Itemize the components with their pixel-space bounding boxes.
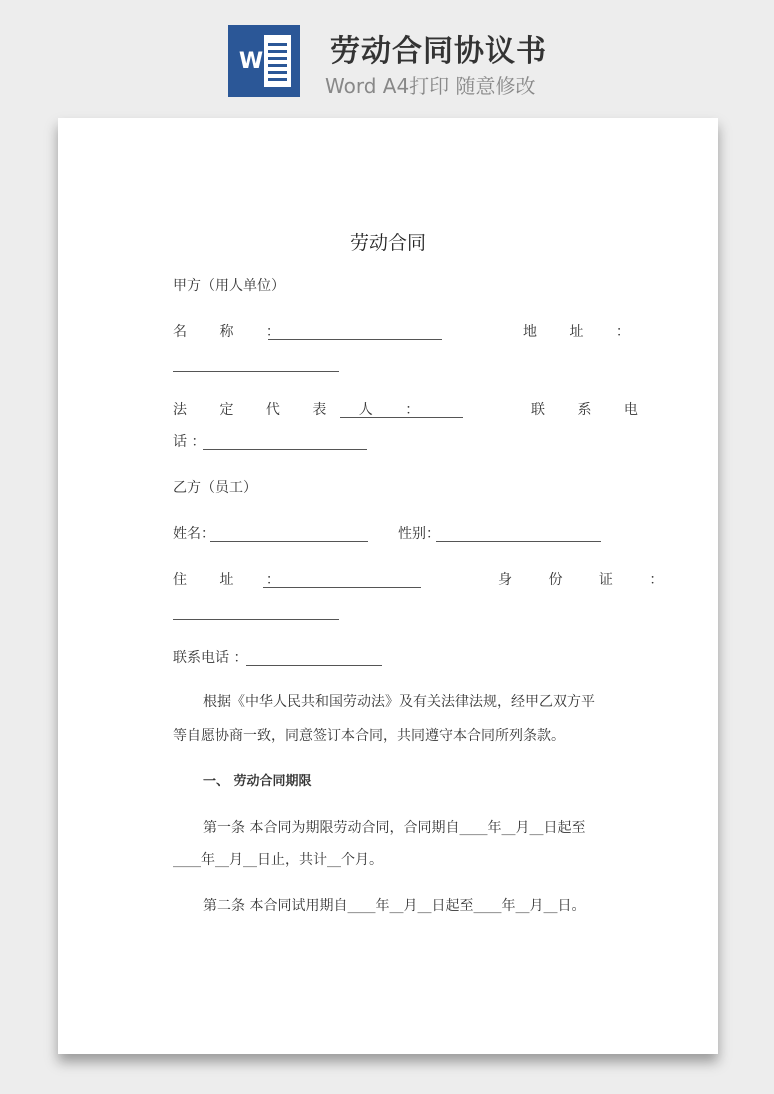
party-b-address-label: 住 址 ： xyxy=(173,572,294,588)
party-b-heading: 乙方（员工） xyxy=(173,480,257,496)
party-a-legal-rep-label: 法 定 代 表 人 ： xyxy=(173,402,434,418)
party-a-legal-rep-field[interactable] xyxy=(340,417,463,418)
party-b-gender-label: 性别： xyxy=(398,526,440,542)
microsoft-word-icon xyxy=(228,25,300,97)
party-b-name-field[interactable] xyxy=(210,541,368,542)
word-letter-badge: W xyxy=(238,49,264,74)
party-a-name-label: 名 称 ： xyxy=(173,324,294,340)
header-title: 劳动合同协议书 xyxy=(330,34,547,69)
party-b-phone-field[interactable] xyxy=(246,665,382,666)
party-b-address-field[interactable] xyxy=(263,587,421,588)
article-1-line-2: ____年__月__日止，共计__个月。 xyxy=(173,852,383,868)
header-banner xyxy=(0,0,774,118)
party-a-phone-label-part2: 话 ： xyxy=(173,434,206,450)
article-1-line-1: 第一条 本合同为期限劳动合同，合同期自____年__月__日起至 xyxy=(203,820,586,836)
document-page xyxy=(58,118,718,1054)
party-b-id-label: 身 份 证 ： xyxy=(498,572,680,588)
party-a-address-label: 地 址 ： xyxy=(523,324,644,340)
party-b-phone-label: 联系电话 ： xyxy=(173,650,248,666)
party-a-phone-label-part1: 联 系 电 xyxy=(531,402,652,418)
section-1-heading: 一、 劳动合同期限 xyxy=(203,774,312,789)
article-2-line-1: 第二条 本合同试用期自____年__月__日起至____年__月__日。 xyxy=(203,898,586,914)
party-a-phone-field[interactable] xyxy=(203,449,367,450)
party-b-name-label: 姓名： xyxy=(173,526,215,542)
intro-line-1: 根据《中华人民共和国劳动法》及有关法律法规，经甲乙双方平 xyxy=(203,694,595,710)
intro-line-2: 等自愿协商一致，同意签订本合同，共同遵守本合同所列条款。 xyxy=(173,728,565,744)
party-b-id-field[interactable] xyxy=(173,619,339,620)
party-a-name-field[interactable] xyxy=(268,339,442,340)
party-a-heading: 甲方（用人单位） xyxy=(173,278,285,294)
party-b-gender-field[interactable] xyxy=(436,541,601,542)
header-subtitle: Word A4打印 随意修改 xyxy=(325,74,536,98)
party-a-address-field[interactable] xyxy=(173,371,339,372)
document-title: 劳动合同 xyxy=(349,232,426,254)
document-sheet-shape xyxy=(264,35,291,87)
